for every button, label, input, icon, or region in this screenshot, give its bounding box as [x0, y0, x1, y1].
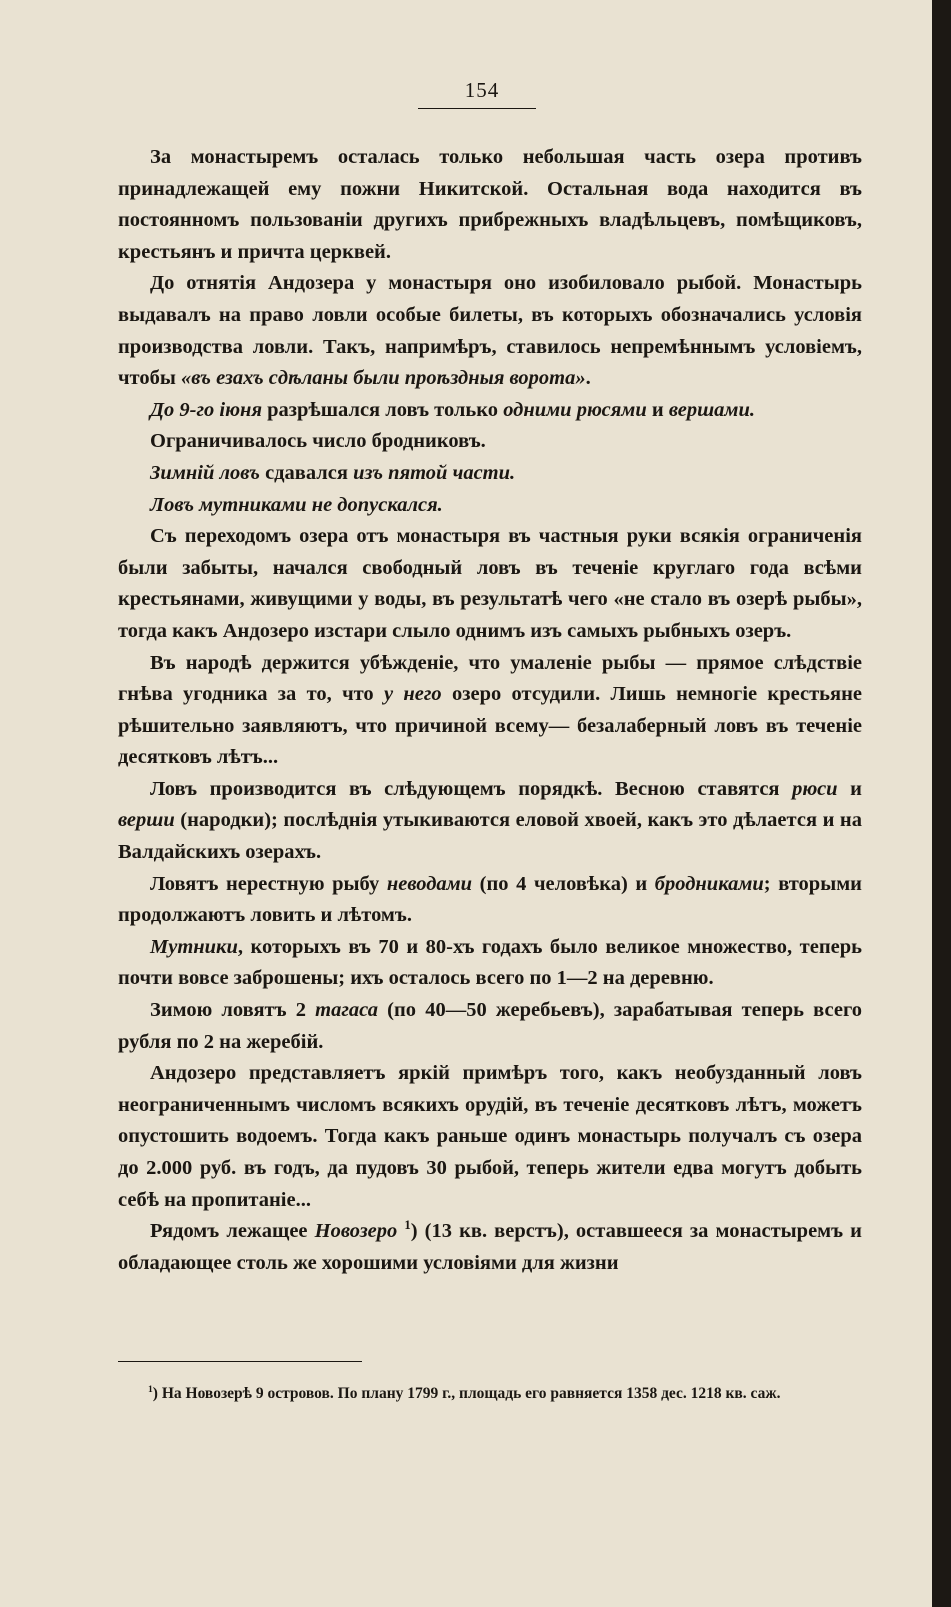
- text-run: До отнятія Андозера у монастыря оно изобиловало рыбой. Монастырь выдавалъ на право ловли особые билеты, въ которыхъ обозначались условія производства ловли. Такъ, напримѣръ, ставилось непремѣннымъ условіемъ, чтобы: [118, 272, 862, 390]
- paragraph: [118, 490, 862, 522]
- text-run: (народки); послѣднія утыкиваются еловой хвоей, какъ это дѣлается и на Валдайскихъ озерахъ.: [118, 809, 862, 864]
- italic-text-run: «въ езахъ сдѣланы были проѣздныя ворота»: [181, 367, 586, 390]
- paragraph: [118, 869, 862, 932]
- text-run: Рядомъ лежащее: [150, 1220, 315, 1243]
- italic-text-run: Мутники: [150, 935, 238, 958]
- paragraph: [118, 458, 862, 490]
- header-rule: [418, 108, 536, 109]
- text-run: и: [646, 398, 669, 421]
- italic-text-run: одними рюсями: [503, 398, 647, 421]
- text-run: ) (13 кв. верстъ), оставшееся за монастыремъ и обладающее столь же хорошими условіями для жизни: [118, 1220, 862, 1274]
- italic-text-run: рюси: [792, 777, 838, 800]
- paragraph: [118, 521, 862, 647]
- italic-text-run: верши: [118, 809, 175, 832]
- italic-text-run: бродниками: [654, 872, 764, 895]
- text-run: (по 40—50 жеребьевъ), зарабатывая теперь всего рубля по 2 на жеребій.: [118, 999, 862, 1053]
- paragraph: [118, 1216, 862, 1279]
- text-run: ) На Новозерѣ 9 островов. По плану 1799 г., площадь его равняется 1358 дес. 1218 кв. саж.: [152, 1385, 781, 1402]
- text-run: озеро отсудили. Лишь немногіе крестьяне рѣшительно заявляютъ, что причиной всему— безалаберный ловъ въ теченіе десятковъ лѣтъ...: [118, 683, 862, 769]
- text-run: Зимою ловятъ 2: [150, 999, 316, 1022]
- text-run: Съ переходомъ озера отъ монастыря въ частныя руки всякія ограниченія были забыты, начался свободный ловъ въ теченіе круглаго года всѣми крестьянами, живущими у воды, въ результатѣ чего «не стало въ озерѣ рыбы», тогда какъ Андозеро изстари слыло однимъ изъ самыхъ рыбныхъ озеръ.: [118, 525, 862, 642]
- italic-text-run: у него: [383, 683, 442, 706]
- paragraph: [118, 774, 862, 869]
- paragraph: [118, 142, 862, 268]
- body-text: [118, 142, 862, 1279]
- paragraph: [118, 932, 862, 995]
- text-run: и: [837, 777, 862, 800]
- italic-text-run: изъ пятой части.: [353, 461, 516, 484]
- paragraph: [118, 1058, 862, 1216]
- italic-text-run: Зимній ловъ: [150, 461, 260, 484]
- text-run: Ловъ производится въ слѣдующемъ порядкѣ. Весною ставятся: [150, 777, 793, 800]
- footnote-rule: [118, 1361, 362, 1362]
- text-run: .: [585, 367, 591, 390]
- italic-text-run: неводами: [386, 872, 473, 895]
- paragraph: [118, 648, 862, 774]
- italic-text-run: До 9-го іюня: [150, 398, 262, 421]
- italic-text-run: вершами.: [668, 398, 755, 421]
- page-edge-shadow: [932, 0, 951, 1607]
- footnote: [118, 1379, 862, 1409]
- text-run: ; вторыми продолжаютъ ловить и лѣтомъ.: [118, 872, 862, 927]
- paragraph: [118, 268, 862, 394]
- page-number: 154: [464, 78, 500, 102]
- text-run: Андозеро представляетъ яркій примѣръ того, какъ необузданный ловъ неограниченнымъ числомъ всякихъ орудій, въ теченіе десятковъ лѣтъ, можетъ опустошить водоемъ. Тогда какъ раньше одинъ монастырь получалъ съ озера до 2.000 руб. въ годъ, да пудовъ 30 рыбой, теперь жители едва могутъ добыть себѣ на пропитаніе...: [118, 1062, 862, 1211]
- text-run: Ловятъ нерестную рыбу: [150, 872, 387, 895]
- italic-text-run: Ловъ мутниками не допускался.: [150, 493, 443, 516]
- italic-text-run: Новозеро: [314, 1220, 398, 1243]
- paragraph: [118, 995, 862, 1058]
- text-run: Въ народѣ держится убѣжденіе, что умаленіе рыбы — прямое слѣдствіе гнѣва угодника за то, что: [118, 651, 862, 706]
- text-run: Ограничивалось число бродниковъ.: [150, 430, 486, 453]
- footnote-marker: 1: [404, 1218, 411, 1233]
- italic-text-run: тагаса: [315, 999, 378, 1022]
- paragraph: [118, 426, 862, 458]
- footnote-text: [118, 1379, 862, 1409]
- paragraph: [118, 395, 862, 427]
- text-run: За монастыремъ осталась только небольшая часть озера противъ принадлежащей ему пожни Никитской. Остальная вода находится въ постоянномъ пользованіи другихъ прибрежныхъ владѣльцевъ, помѣщиковъ, крестьянъ и причта церквей.: [118, 146, 862, 263]
- text-run: разрѣшался ловъ только: [262, 398, 504, 421]
- text-run: , которыхъ въ 70 и 80-хъ годахъ было великое множество, теперь почти вовсе заброшены; ихъ осталось всего по 1—2 на деревню.: [118, 935, 862, 990]
- text-run: (по 4 человѣка) и: [472, 872, 655, 895]
- text-run: сдавался: [259, 461, 354, 484]
- footnote-marker: 1: [148, 1383, 153, 1395]
